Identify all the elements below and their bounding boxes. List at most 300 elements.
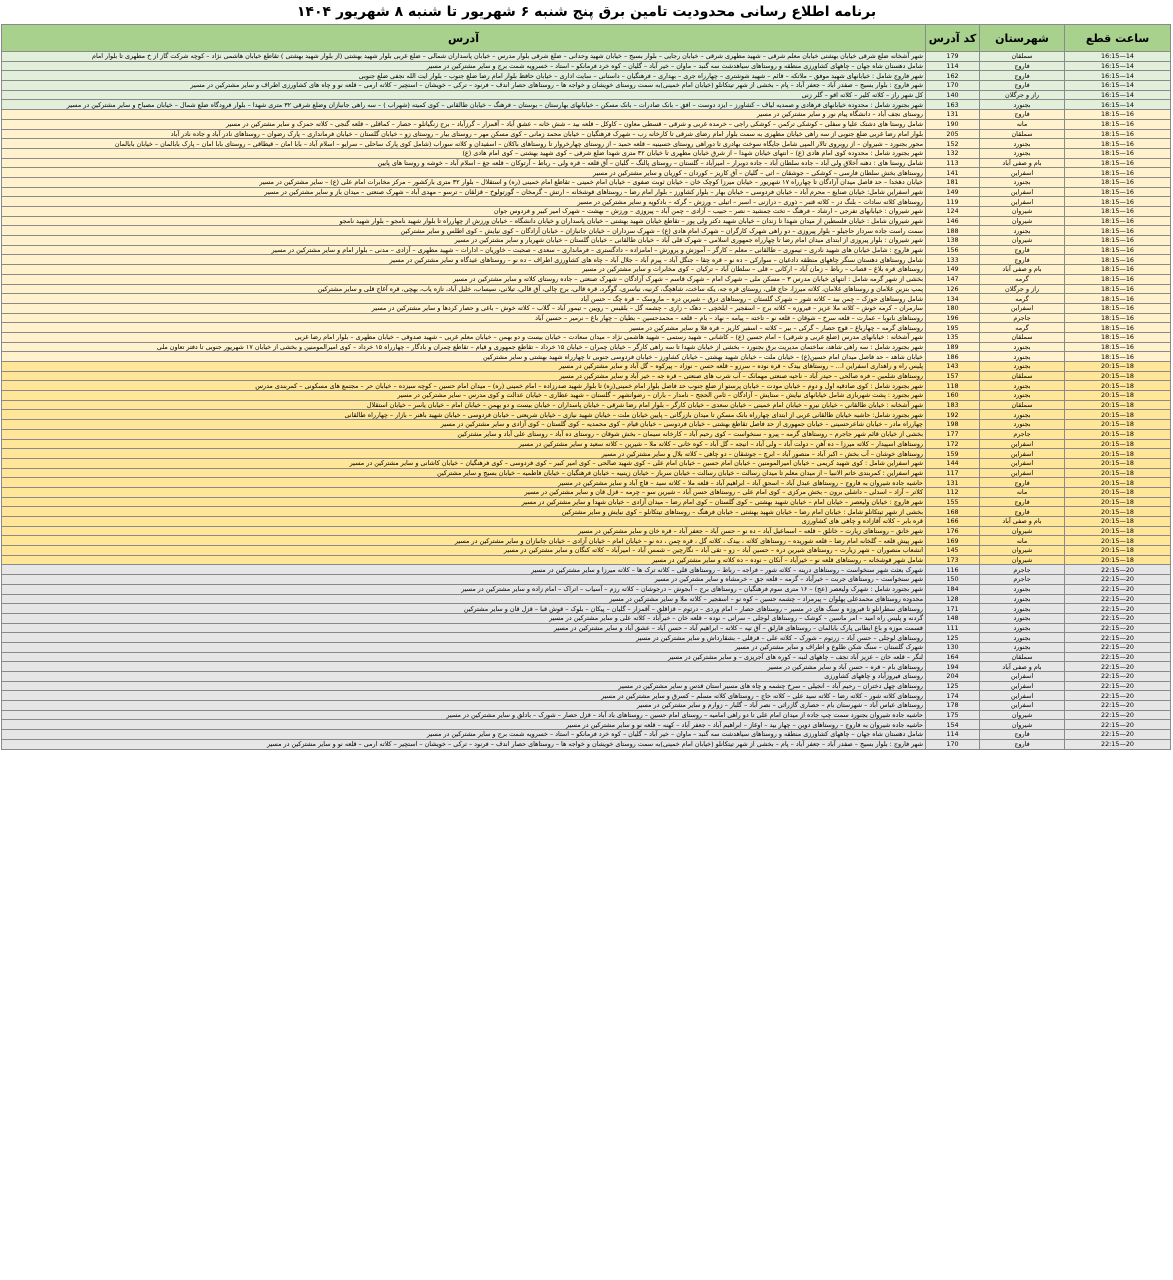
cell-time: 16—18:15 [1065,245,1171,255]
table-row [2,313,1171,323]
cell-address: لنگر – قلعه خان – عزیز آباد نجف – چاههای لنبه – کوره های آجرپزی – و سایر مشترکین در مسیر [2,652,926,662]
cell-city: سملقان [980,371,1065,381]
cell-address: حاشیه جاده شیروان بجنورد سمت چپ جاده از میدان امام علی تا دو راهی امامیه – روستای امام حسین – روستاهای باد آباد – قزل حصار – شورک – بادلق و سایر مشترکین در مسیر [2,710,926,720]
table-row [2,739,1171,749]
table-row [2,323,1171,333]
table-row [2,207,1171,217]
cell-code: 118 [926,381,980,391]
cell-code: 168 [926,507,980,517]
cell-time: 18—20:15 [1065,555,1171,565]
column-header-city: شهرستان [980,25,1065,52]
cell-code: 131 [926,110,980,120]
table-row [2,429,1171,439]
cell-code: 131 [926,478,980,488]
cell-city: بجنورد [980,100,1065,110]
cell-city: فاروج [980,739,1065,749]
cell-address: پمپ بنزین غلامان و روستاهای غلامان، کلاته میرزا، حاج قلی، روستای قره جه، یکه ساخت، شاهچگ، کرنیه، نیاسری، گوگرد، قره قالی، برج چالی، آق قالی، تیلانی، سیساب، خلیل آباد، تازه یاب، بهچی، قره آغاج قلی و سایر مشترکین [2,284,926,294]
cell-code: 114 [926,61,980,71]
table-row [2,400,1171,410]
cell-city: بجنورد [980,642,1065,652]
cell-city: بجنورد [980,362,1065,372]
cell-code: 172 [926,439,980,449]
cell-time: 16—18:15 [1065,119,1171,129]
cell-city: بجنورد [980,633,1065,643]
cell-code: 163 [926,100,980,110]
cell-address: شهر فاروج شامل : خیابانهای شهید موفق – ملاتکه – قائم – شهید شوشتری – چهارراه جری – بهداری – فرهنگیان – داستانی – سایت اداری – خیابان حافظ بلوار امام رضا ضلع جنوب – بلوار ایت الله نجفی ضلع جنوبی [2,71,926,81]
table-row [2,584,1171,594]
cell-address: روستاهای لوجلی – حسن آباد – زرتوم – شورک – کلاته علی – قرقلی – بشقارداش و سایر مشترکین در مسیر [2,633,926,643]
cell-address: روستاهای اسپیدار – کلاته میرزا – ده آهن – دولت آباد – ولی آباد – انیجه – گل آباد – کوه خانی – کلاته ملا – شیرین – کلاته سعید و سایر مشترکین در مسیر [2,439,926,449]
cell-code: 116 [926,565,980,575]
cell-code: 179 [926,52,980,62]
cell-code: 183 [926,400,980,410]
cell-city: بجنورد [980,594,1065,604]
cell-time: 18—20:15 [1065,517,1171,527]
cell-address: حاشیه جاده شیروان به فاروج – روستاهای عبدل آباد – اسحق آباد – ابراهیم آباد – قلعه ملا – کلاته سید – قاچ آباد و سایر مشترکین در مسیر [2,478,926,488]
cell-time: 18—20:15 [1065,487,1171,497]
cell-address: روستاهای بخش سلطان فارسی – کوشکی – جوشقان – اتی – گلیان – آق کاریز – کوردان – کوریان و سایر مشترکین در مسیر [2,168,926,178]
cell-code: 112 [926,487,980,497]
cell-city: بام و صفی آباد [980,662,1065,672]
cell-code: 174 [926,691,980,701]
cell-city: شیروان [980,720,1065,730]
cell-code: 125 [926,633,980,643]
cell-address: روستاهای شلمین – فره صالحی – حیدر آباد – ناحیه صنعتی مهمانک – آب شرب های صنعتی – قره جه – خیر آباد و سایر مشترکین در مسیر [2,371,926,381]
cell-code: 189 [926,342,980,352]
cell-code: 154 [926,720,980,730]
cell-time: 18—20:15 [1065,458,1171,468]
cell-city: اسفراین [980,303,1065,313]
cell-address: شهر اسفراین شامل : کوی شهید کریمی – خیابان امیرالمومنین – خیابان امام حسین – خیابان امام علی – کوی شهید صالحی – کوی امیر کبیر – کوی فردوسی – کوی فرهنگیان – خیابان کاشانی و سایر مشترکین در مسیر [2,458,926,468]
cell-code: 195 [926,323,980,333]
cell-code: 126 [926,284,980,294]
cell-code: 157 [926,371,980,381]
cell-code: 204 [926,672,980,682]
table-row [2,662,1171,672]
cell-city: سملقان [980,52,1065,62]
cell-address: شهر سنخواست – روستاهای جربت – خیرآباد – گرمه – قلعه جق – خرمشاه و سایر مشترکین در مسیر [2,575,926,585]
cell-time: 16—18:15 [1065,332,1171,342]
cell-city: سملقان [980,129,1065,139]
cell-address: پلیس راه و راهداری اسفراین ا… – روستاهای بیدک – قره نوده – سرزو – قلعه حسن – نوزاد – پیرکوه – گل آباد و سایر مشترکین در مسیر [2,362,926,372]
cell-address: روستاهای کلاته شور – کلاته رضا – کلاته سید علی – کلاته حاج – روستاهای کلاته مسلم – کسرق و سایر مشترکین در مسیر [2,691,926,701]
table-row [2,642,1171,652]
cell-city: جاجرم [980,575,1065,585]
cell-city: شیروان [980,216,1065,226]
cell-address: شهر شیروان : خیابانهای تفرجی – ارشاد – فرهنگ – تخت جمشید – نصر – حبیب – آزادی – چمن آباد – پیروزی – ورزش – بهشت – شهرک امیر کبیر و فردوس جوان [2,207,926,217]
table-row [2,555,1171,565]
cell-city: بجنورد [980,381,1065,391]
cell-address: شهر خانق – روستاهای زیارت – خانلق – قلعه – اسماعیل آباد – ده نو – حسن آباد – جعفر آباد – قره خان و سایر مشترکین در مسیر [2,526,926,536]
cell-address: شهرک گلستان – سنگ شکن طلوع و اطراف و سایر مشترکین در مسیر [2,642,926,652]
table-row [2,274,1171,284]
cell-city: شیروان [980,526,1065,536]
column-header-code: کد آدرس [926,25,980,52]
cell-time: 14—16:15 [1065,90,1171,100]
table-row [2,575,1171,585]
cell-code: 146 [926,216,980,226]
cell-address: بلوار امام رضا غربی ضلع جنوبی از سه راهی خیابان مطهری به سمت بلوار امام رضای شرقی تا کارخانه رب – شهرک فرهنگیان – خیابان محمد زمانی – کوی مسکن مهر – روستای بیار – روستای زو – خیابان گلستان – خیابان فرمانداری – پارک رضوان – روستاهای نادر آباد و جاده نادر آباد [2,129,926,139]
table-row [2,255,1171,265]
column-header-address: آدرس [2,25,926,52]
cell-city: فاروج [980,81,1065,91]
table-row [2,226,1171,236]
cell-code: 128 [926,594,980,604]
cell-time: 16—18:15 [1065,303,1171,313]
cell-address: شهر بجنورد شامل : سه راهی شاهد، ساختمان مدیریت برق بجنورد – بخشی از خیابان شهدا تا سه راهی کارگر – خیابان چمران – خیابان ۱۵ خرداد – تقاطع جمهوری و قیام – تقاطع چمران و بادگار – چهارراه ۱۵ خرداد – کوی امیرالمومنین و بخشی از خیابان ۱۷ شهریور جنوبی تا دفتر تعاون ملی [2,342,926,352]
cell-city: اسفراین [980,672,1065,682]
table-row [2,497,1171,507]
table-row [2,177,1171,187]
cell-time: 20—22:15 [1065,672,1171,682]
table-row [2,449,1171,459]
cell-city: اسفراین [980,168,1065,178]
cell-time: 20—22:15 [1065,720,1171,730]
cell-code: 184 [926,584,980,594]
table-row [2,168,1171,178]
cell-time: 16—18:15 [1065,226,1171,236]
cell-code: 140 [926,90,980,100]
cell-time: 20—22:15 [1065,584,1171,594]
cell-time: 14—16:15 [1065,81,1171,91]
cell-code: 148 [926,613,980,623]
cell-time: 16—18:15 [1065,158,1171,168]
cell-code: 194 [926,662,980,672]
table-row [2,129,1171,139]
cell-time: 18—20:15 [1065,400,1171,410]
cell-time: 16—18:15 [1065,207,1171,217]
cell-city: فاروج [980,478,1065,488]
cell-city: اسفراین [980,701,1065,711]
table-row [2,730,1171,740]
cell-address: روستاهای گرمه – چهارباغ – قوچ حصار – گرکی – بیر – کلاته – اسفیر کاریز – قره قلا و سایر مشترکین در مسیر [2,323,926,333]
cell-code: 124 [926,207,980,217]
cell-time: 20—22:15 [1065,652,1171,662]
cell-address: شهر اسفراین شامل: خیابان صنایع – محرم آباد – خیابان فردوسی – خیابان بهار – بلوار کشاورز – بلوار امام رضا – روستاهای قوشخانه – ارتش – گرمخان – گورتولوخ – قزلقان – ترسو – مهدی آباد – شهرک صنعتی – میدان باز و سایر مشترکین در مسیر [2,187,926,197]
table-row [2,371,1171,381]
cell-address: شهر فاروج : شامل خیابان های شهید نادری – تیموری – طالقانی – معلم – کارگر – آموزش و پرورش – امامزاده – دادگستری – فرمانداری – سعدی – صحبت – خاوریان – ادارات – شهید مطهری – آزادی – مدنی – بلوار امام و سایر مشترکین در مسیر [2,245,926,255]
cell-code: 169 [926,536,980,546]
cell-city: اسفراین [980,681,1065,691]
cell-city: سملقان [980,652,1065,662]
cell-address: شامل دهستان شاه جهان – چاههای کشاورزی منطقه و روستاهای سیاهدشت سه گنبد – ماوان – خیر آباد – گلیان – کوه خرد فرمانکو – استاد – خسرویه شمت برج و سایر مشترکین در مسیر [2,730,926,740]
cell-code: 170 [926,739,980,749]
table-row [2,362,1171,372]
cell-address: روستاهای خوشان – آب بخش – اکبر آباد – منصور آباد – ابرچ – جوشقان – دو چاهی – کلاته بلال و سایر مشترکین در مسیر [2,449,926,459]
cell-city: اسفراین [980,691,1065,701]
cell-code: 135 [926,332,980,342]
cell-address: روستاهای عباس آباد – شهرستان بام – حصاری گازراثی – نصر آباد – گلبار – زوارم و سایر مشترکین در مسیر [2,701,926,711]
cell-address: چهارراه مادر – خیابان شاعرحسینی – خیابان جمهوری از حد فاصل تقاطع بهشتی – خیابان فردوسی – خیابان قیام – کوی محمدیه – کوی گلستان – کوی آزادی و سایر مشترکین در مسیر [2,420,926,430]
cell-time: 14—16:15 [1065,71,1171,81]
cell-city: بام و صفی آباد [980,158,1065,168]
cell-city: بجنورد [980,613,1065,623]
cell-code: 134 [926,294,980,304]
cell-time: 16—18:15 [1065,168,1171,178]
cell-city: بجنورد [980,420,1065,430]
cell-time: 16—18:15 [1065,129,1171,139]
cell-address: کلاتر – آزاد – اسدلی – داشلی برون – بخش مرکزی – کوی امام علی – روستاهای حسن آباد – شیرین سو – چرمه – قزل قان و سایر مشترکین در مسیر [2,487,926,497]
cell-city: بجنورد [980,623,1065,633]
cell-address: شهر بجنورد شامل : محدوده خیابانهای فرهادی و صمدیه لیاف – کشاورز – ایزد دوست – افق – بانک صادرات – بانک مسکن – خیابانهای بهارستان – بوستان – فرهنگ – خیابان طالقانی – کوی کمیته (شهراب ) – سه راهی جانبازان وضلع شرقی ۳۲ متری شهدا – بلوار فرودگاه ضلع شمال – خیابان مصباح و سایر مشترکین در مسیر [2,100,926,110]
cell-code: 166 [926,517,980,527]
cell-city: اسفراین [980,458,1065,468]
cell-code: 138 [926,236,980,246]
cell-time: 16—18:15 [1065,187,1171,197]
cell-code: 160 [926,391,980,401]
cell-city: جاجرم [980,429,1065,439]
cell-address: محدوده روستاهای محمدعلی پهلوان – پیرمراد – چشمه حسین – کوه نو – اسفجیر – کلاته ملا و سایر مشترکین در مسیر [2,594,926,604]
cell-city: اسفراین [980,197,1065,207]
cell-time: 18—20:15 [1065,449,1171,459]
cell-time: 16—18:15 [1065,313,1171,323]
cell-code: 177 [926,429,980,439]
cell-address: خیابان شاهد – حد فاصل میدان امام حسین(ع) – خیابان ملت – خیابان شهید بهشتی – خیابان کشاورز – خیابان فردوسی جنوبی تا چهارراه شهید بهشتی و سایر مشترکین [2,352,926,362]
cell-city: شیروان [980,236,1065,246]
cell-time: 20—22:15 [1065,642,1171,652]
cell-city: فاروج [980,61,1065,71]
cell-address: روستاهای قره بلاغ – قصاب – رباط – زمان آباد – ارکانی – قلی – سلطان آباد – ترکیان – کوی مخابرات و سایر مشترکین در مسیر [2,265,926,275]
cell-address: شهر بجنورد شامل : شهرک ولیعصر (عج) – ۱۶ متری سوم فرهنگیان – روستاهای برج – آبجوش – درجوشان – کلاته رزم – آسیاب – اتراک – امام زاده و سایر مشترکین در مسیر [2,584,926,594]
cell-address: شهر شیروان : بلوار پیروزی از ابتدای میدان امام رضا تا چهارراه جمهوری اسلامی – شهرک قلی آباد – خیابان طالقانی – خیابان گلستان – خیابان شهریار و سایر مشترکین در مسیر [2,236,926,246]
cell-address: قسمت موزه و باغ ابطانی پارک بابالمان – روستاهای قارلق – آق تپه – کلاته – ابراهیم آباد – حسن آباد – عشق آباد و سایر مشترکین در مسیر [2,623,926,633]
cell-time: 16—18:15 [1065,148,1171,158]
cell-city: بجنورد [980,410,1065,420]
cell-code: 186 [926,352,980,362]
table-row [2,303,1171,313]
cell-code: 130 [926,642,980,652]
cell-time: 20—22:15 [1065,594,1171,604]
cell-address: شهر فاروج : بلوار بسیج – صفدر آباد – جعفر آباد – پام – بخشی از شهر تیتکانلو (خیابان امام خمینی)به سمت روستای خویشان و خواجه ها – روستاهای حصار اندف – فرنود – ترکی – خویشان – استچیر – کلاته ارمی – قلعه نو و چاه های کشاورزی اطراف و سایر مشترکین در مسیر [2,81,926,91]
cell-address: شامل دهستان شاه جهان – چاههای کشاورزی منطقه و روستاهای سیاهدشت سه گنبد – ماوان – خیر آباد – گلیان – کوه خرد فرمانکو – استاد – خسرویه شمت برج و سایر مشترکین در مسیر [2,61,926,71]
cell-city: فاروج [980,730,1065,740]
cell-address: روستاهای چهل دختران – رحیم آباد – انجیلی – سرخ چشمه و چاه های مسیر استان قدس و سایر مشترکین در مسیر [2,681,926,691]
cell-time: 20—22:15 [1065,681,1171,691]
cell-city: شیروان [980,546,1065,556]
table-row [2,187,1171,197]
cell-city: بجنورد [980,148,1065,158]
cell-code: 156 [926,245,980,255]
cell-address: روستای فیروزآباد و چاههای کشاورزی [2,672,926,682]
cell-code: 175 [926,710,980,720]
cell-city: راز و جرگلان [980,90,1065,100]
cell-city: مانه [980,536,1065,546]
table-row [2,720,1171,730]
cell-code: 173 [926,555,980,565]
cell-address: خیابان دهخدا – حد فاصل میدان آزادگان تا چهارراه ۱۷ شهریور – خیابان میرزا کوچک خان – خیابان ثوبت صفوی – خیابان امام خمینی – تقاطع امام خمینی (ره) و استقلال – بلوار ۳۲ متری بارکشور – مرکز مخابرات امام علی (ع) – سایر مشترکین در مسیر [2,177,926,187]
cell-time: 18—20:15 [1065,468,1171,478]
cell-time: 16—18:15 [1065,197,1171,207]
cell-city: راز و جرگلان [980,284,1065,294]
cell-address: شامل روستا های : دهنه آخلاق ولی آباد – جاده سلطان آباد – جاده دوبرار – امیرآباد – گلستان – روستای پالنگ – گلیان – آق قلعه – قره ولی – رباط – آرتوکان – قلعه جغ – اسلام آباد – خوشه و روستا های پایین [2,158,926,168]
cell-address: شهر بجنورد : پشت شهربازی شامل خیابانهای نیایش – ستایش – آزادگان – ثامن الحجج – نامدار – باران – رضوانشهر – گلستان – شهید عطاری – خیابان عدالت و کوی مدرس – سایر مشترکین در مسیر [2,391,926,401]
table-row [2,536,1171,546]
table-row [2,332,1171,342]
cell-code: 192 [926,410,980,420]
cell-city: بجنورد [980,226,1065,236]
cell-code: 159 [926,449,980,459]
cell-code: 133 [926,255,980,265]
cell-time: 14—16:15 [1065,52,1171,62]
cell-time: 16—18:15 [1065,284,1171,294]
table-row [2,487,1171,497]
table-row [2,604,1171,614]
cell-code: 178 [926,701,980,711]
cell-time: 18—20:15 [1065,507,1171,517]
table-row [2,458,1171,468]
page-title: برنامه اطلاع رسانی محدودیت تامین برق پنج شنبه ۶ شهریور تا شنبه ۸ شهریور ۱۴۰۴ [296,4,877,20]
table-row [2,701,1171,711]
cell-time: 20—22:15 [1065,565,1171,575]
cell-code: 132 [926,148,980,158]
table-row [2,236,1171,246]
cell-time: 20—22:15 [1065,633,1171,643]
table-header-row [2,25,1171,52]
cell-address: سمت راست جاده سردار حاجیلو – بلوار پیروزی – دو راهی شهرک کارگران – شهرک امام هادی (ع) – شهرک سرداران – خیابان جانبازان – خیابان آزادگان – کوی نیایش – کوی اطلس و سایر مشترکین [2,226,926,236]
table-row [2,420,1171,430]
cell-address: شهر بجنورد شامل: حاشیه خیابان طالقانی غربی از ابتدای چهارراه بانک مسکن تا میدان بازرگانی – پایین خیابان ملت – خیابان شهید نیازی – خیابان شریعتی – خیابان فردوسی – خیابان شهید باهنر – بازار – چهارراه طالقانی [2,410,926,420]
cell-code: 205 [926,129,980,139]
cell-city: بجنورد [980,391,1065,401]
cell-city: بام و صفی آباد [980,265,1065,275]
cell-address: سارمران – کرمه خوش – کلاته ملا عزیز – فیروزه – کلاته برج – اسفجیر – ایلخچی – دهک – زاری – چشمه گل – بلقیس – رویین – تیمور آباد – گلاب – کلاته خوش – باغی و حصار کردها و سایر مشترکین در مسیر [2,303,926,313]
cell-city: مانه [980,119,1065,129]
column-header-time: ساعت قطع [1065,25,1171,52]
cell-time: 18—20:15 [1065,410,1171,420]
cell-code: 198 [926,420,980,430]
cell-time: 18—20:15 [1065,371,1171,381]
cell-time: 20—22:15 [1065,710,1171,720]
cell-city: مانه [980,487,1065,497]
cell-code: 147 [926,274,980,284]
cell-time: 14—16:15 [1065,61,1171,71]
table-row [2,119,1171,129]
cell-address: روستاهای سطرانلو تا فیروزه و سنگ های در مسیر – روستاهای حصار – امام وردی – درتوم – قزاقلق – آقمزار – گلیان – پیکان – بلوک – قوش قبا – قزل قان و سایر مشترکین [2,604,926,614]
cell-code: 190 [926,119,980,129]
outage-schedule-table [1,24,1171,750]
table-row [2,565,1171,575]
cell-time: 18—20:15 [1065,526,1171,536]
table-row [2,158,1171,168]
table-row [2,71,1171,81]
cell-address: شهر آشخانه ضلع شرقی خیابان بهشتی خیابان معلم شرقی – شهید مطهری شرقی – خیابان رجایی – بلوار بسیج – خیابان شهید وحدانی – ضلع شرقی بلوار مدرس – خیابان پاسداران شمالی – ضلع غربی بلوار شهید بهشتی (از بلوار شهید بهشتی ) تقاطع خیابان هاشمی نژاد – کوچه شرکت گاز از خ مطهری تا بلوار امام [2,52,926,62]
cell-time: 18—20:15 [1065,536,1171,546]
cell-code: 196 [926,313,980,323]
table-row [2,352,1171,362]
cell-time: 20—22:15 [1065,701,1171,711]
table-row [2,342,1171,352]
table-row [2,90,1171,100]
cell-code: 162 [926,71,980,81]
cell-code: 188 [926,226,980,236]
cell-address: محور بجنورد – شیروان – از روبروی تالار المپی شامل جایگاه سوخت بهادری تا دوراهی روستای حسینیه – قلعه حمید – از روستای چهارخروار تا روستاهای باکلان – اسفیدان و کلاته سوراب (شامل کوی پارک ساحلی – سرایو – اسلام آباد – بابا امان – قیطاقی – روستای بابا امان – پارک بابالمان – خیابان بابالمان [2,139,926,149]
table-row [2,265,1171,275]
cell-time: 16—18:15 [1065,274,1171,284]
cell-address: شهر شیروان شامل : خیابان فلسطین از میدان شهدا تا زندان – خیابان شهید دکتر ولی پور – تقاطع خیابان شهید بهشتی – خیابان پاسداران و خیابان دانشگاه – خیابان ورزش از چهارراه تا بلوار شهید نامجو – بلوار شهید نامجو [2,216,926,226]
cell-code: 171 [926,604,980,614]
cell-address: شهر آشخانه : خیابانهای مدرس (ضلع غربی و شرقی) – امام حسین (ع) – کاشانی – شهید رستمی – شهید هاشمی نژاد – میدان سعادت – خیابان بیست و دو بهمن – خیابان معلم غربی – شهید صدوقی – خیابان مطهری – بلوار امام رضا غربی [2,332,926,342]
cell-city: سملقان [980,332,1065,342]
cell-code: 125 [926,681,980,691]
cell-code: 176 [926,526,980,536]
cell-address: شامل روستا های دشتک علیا و سفلی – کوشکی ترکمن – کوشکی راجی – خرمده غربی و شرقی – قسطی معاون – کاوکل – قلعه بید – شش خانه – عشق آباد – آقمزار – گرزآباد – برج زنگیانلو – حصار – کماقلی – قلعه گنجی – کلاته حمزک و سایر مشترکین در مسیر [2,119,926,129]
cell-city: جاجرم [980,313,1065,323]
cell-time: 16—18:15 [1065,265,1171,275]
table-row [2,526,1171,536]
cell-time: 20—22:15 [1065,730,1171,740]
cell-city: گرمه [980,274,1065,284]
cell-city: سملقان [980,400,1065,410]
cell-time: 20—22:15 [1065,662,1171,672]
cell-code: 181 [926,177,980,187]
cell-code: 149 [926,187,980,197]
table-row [2,507,1171,517]
cell-time: 20—22:15 [1065,604,1171,614]
cell-city: اسفراین [980,449,1065,459]
table-row [2,148,1171,158]
cell-time: 18—20:15 [1065,546,1171,556]
table-body [2,52,1171,750]
cell-time: 18—20:15 [1065,439,1171,449]
table-row [2,110,1171,120]
cell-time: 20—22:15 [1065,739,1171,749]
cell-code: 143 [926,362,980,372]
cell-city: جاجرم [980,565,1065,575]
cell-address: روستاهای ناتوبا – عمارت – قلعه سرخ – شوقان – قلعه نو – تاخته – پیامه – نهاد – بام – قلعه – محمدحسین – بطیان – چهار باغ – نرمیر – حسین آباد [2,313,926,323]
table-row [2,294,1171,304]
cell-city: شیروان [980,710,1065,720]
table-row [2,633,1171,643]
cell-code: 114 [926,730,980,740]
cell-city: اسفراین [980,468,1065,478]
cell-code: 117 [926,468,980,478]
cell-time: 16—18:15 [1065,236,1171,246]
cell-city: اسفراین [980,187,1065,197]
cell-city: فاروج [980,110,1065,120]
cell-time: 20—22:15 [1065,575,1171,585]
cell-address: بخشی از شهر گرمه شامل : انتهای خیابان مدرس ۳ – مسکن ملی – شهرک امام – شهرک قاسم – شهرک آزادگان – شهرک صنعتی – جاده روستای کلاته و سایر مشترکین در مسیر [2,274,926,284]
cell-time: 14—16:15 [1065,100,1171,110]
table-row [2,52,1171,62]
cell-code: 164 [926,652,980,662]
cell-time: 16—18:15 [1065,177,1171,187]
table-row [2,681,1171,691]
cell-time: 16—18:15 [1065,352,1171,362]
cell-code: 180 [926,303,980,313]
cell-address: شهر فاروج : خیابان ولیعصر – خیابان امام – خیابان شهید بهشتی – کوی گلستان – کوی امام رضا – میدان آزادی – خیابان شهدا و سایر مشترکین در مسیر [2,497,926,507]
cell-time: 20—22:15 [1065,623,1171,633]
table-row [2,381,1171,391]
table-row [2,410,1171,420]
cell-city: بام و صفی آباد [980,517,1065,527]
cell-city: فاروج [980,497,1065,507]
cell-time: 18—20:15 [1065,420,1171,430]
table-row [2,245,1171,255]
cell-time: 16—18:15 [1065,323,1171,333]
cell-time: 18—20:15 [1065,362,1171,372]
cell-address: بخشی از خیابان قائم شهر جاجرم – روستاهای گرمه – پیرو – سنخواست – کوی رحیم آباد – کارخانه سیمان – بخش شوقان – روستای ده آباد – روستای علی آباد و سایر مشترکین [2,429,926,439]
cell-address: شهر فاروج : بلوار بسیج – صفدر آباد – جعفر آباد – پام – بخشی از شهر تیتکانلو (خیابان امام خمینی)به سمت روستای خویشان و خواجه ها – روستاهای حصار اندف – فرنود – ترکی – خویشان – استچیر – کلاته ارمی – قلعه نو و سایر مشترکین در مسیر [2,739,926,749]
cell-address: شامل روستاهای حوزک – چمن بید – کلاته شور – شهرک گلستان – روستاهای درق – شیرین دره – ماروسک – قره چگ – حسن آباد [2,294,926,304]
cell-address: شهر آشخانه : خیابان طالقانی – خیابان نیرو – خیابان امام خمینی – خیابان سعدی – خیابان کارگر – بلوار امام رضا شرقی – خیابان پاسداران – خیابان بیست و دو بهمن – خیابان امام – خیابان یاسر – خیابان استقلال [2,400,926,410]
table-row [2,672,1171,682]
table-row [2,284,1171,294]
cell-time: 16—18:15 [1065,255,1171,265]
cell-code: 119 [926,197,980,207]
cell-code: 170 [926,81,980,91]
cell-address: کل شهر راز – کلاته کلیر – کلاته اقو – گلر زنی [2,90,926,100]
cell-address: روستاهای بام – قره – حسن آباد و سایر مشترکین در مسیر [2,662,926,672]
